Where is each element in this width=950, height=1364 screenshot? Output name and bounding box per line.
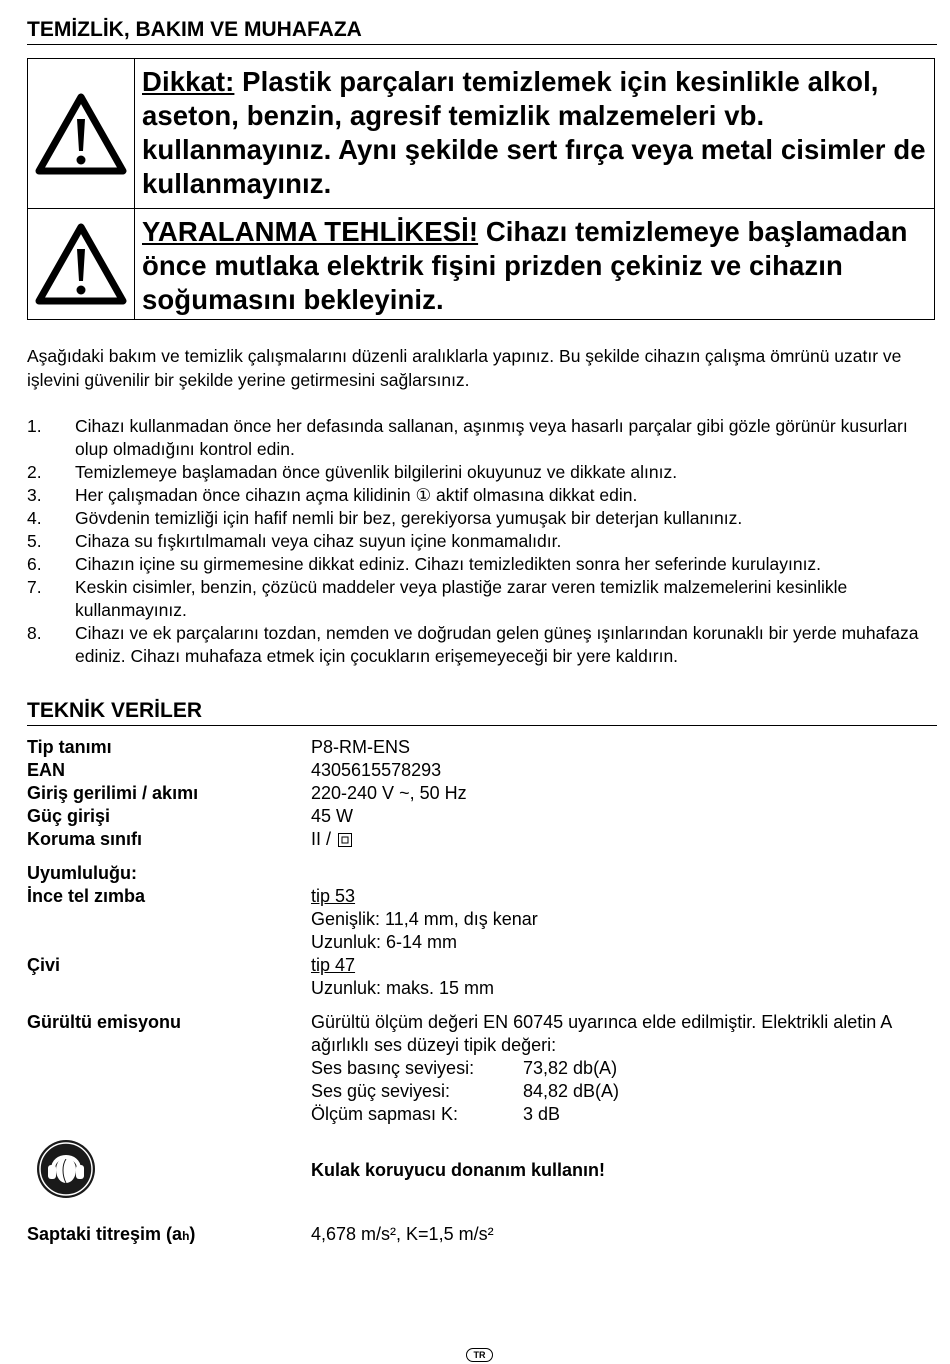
- spec-value-ean: 4305615578293: [311, 760, 442, 780]
- maintenance-steps-list: [27, 415, 937, 668]
- spec-value-noise-text: Gürültü ölçüm değeri EN 60745 uyarınca elde edilmiştir. Elektrikli aletin A ağırlıklı ses düzeyi tipik değeri:: [311, 1012, 892, 1055]
- list-item-number: 2.: [27, 462, 42, 482]
- list-item: [27, 461, 937, 484]
- language-badge: TR: [466, 1348, 493, 1362]
- spec-label-protection: Koruma sınıfı: [27, 829, 143, 849]
- list-item-number: 5.: [27, 531, 42, 551]
- list-item: [27, 622, 937, 668]
- spec-value-protection: [311, 828, 352, 851]
- spec-label-compatibility: Uyumluluğu:: [27, 863, 137, 883]
- list-item-number: 4.: [27, 508, 42, 528]
- warning-text-injury: [135, 209, 934, 319]
- spec-value-voltage: 220-240 V ~, 50 Hz: [311, 783, 467, 803]
- warning-table: [27, 58, 935, 320]
- spec-label-noise: Gürültü emisyonu: [27, 1012, 182, 1032]
- list-item: [27, 484, 937, 507]
- spec-label-voltage: Giriş gerilimi / akımı: [27, 783, 199, 803]
- vibration-label-main: Saptaki titreşim (a: [27, 1224, 183, 1244]
- warning-text-caution: [135, 59, 934, 208]
- list-item: [27, 530, 937, 553]
- list-item-text: Cihaza su fışkırtılmamalı veya cihaz suyun içine konmamalıdır.: [75, 531, 562, 551]
- warning-triangle-icon: [33, 91, 129, 177]
- noise-key: Ses güç seviyesi:: [311, 1081, 451, 1101]
- spec-label-ean: EAN: [27, 760, 66, 780]
- spec-value-nail-type: tip 47: [311, 955, 356, 975]
- warning-body: Cihazı temizlemeye başlamadan önce mutlaka elektrik fişini prizden çekiniz ve cihazın soğumasını bekleyiniz.: [142, 216, 908, 315]
- list-item-text: Cihazı ve ek parçalarını tozdan, nemden ve doğrudan gelen güneş ışınlarından korunaklı bir yerde muhafaza ediniz. Cihazı muhafaza etmek için çocukların erişemeyeceği bir yere kaldırın.: [75, 623, 919, 666]
- list-item-text: Gövdenin temizliği için hafif nemli bir bez, gerekiyorsa yumuşak bir deterjan kullanınız.: [75, 508, 743, 528]
- noise-table: [311, 1057, 619, 1126]
- list-item-text: Her çalışmadan önce cihazın açma kilidinin ① aktif olmasına dikkat edin.: [75, 485, 638, 505]
- spec-value-vibration: 4,678 m/s², K=1,5 m/s²: [311, 1224, 494, 1244]
- spec-label-power: Güç girişi: [27, 806, 111, 826]
- noise-value: 3 dB: [523, 1104, 561, 1124]
- ear-protection-warning: Kulak koruyucu donanım kullanın!: [311, 1160, 606, 1180]
- intro-paragraph: Aşağıdaki bakım ve temizlik çalışmalarını düzenli aralıklarla yapınız. Bu şekilde cihazın çalışma ömrünü uzatır ve işlevini güvenilir bir şekilde yerine getirmesini sağlarsınız.: [27, 346, 902, 390]
- spec-value-staple-length: Uzunluk: 6-14 mm: [311, 932, 458, 952]
- table-row: [311, 1080, 619, 1103]
- spec-value-staple-width: Genişlik: 11,4 mm, dış kenar: [311, 909, 538, 929]
- warning-triangle-icon: [33, 221, 129, 307]
- section-title-technical-data: TEKNİK VERİLER: [27, 698, 937, 726]
- warning-icon-cell: [28, 59, 135, 208]
- list-item-number: 7.: [27, 577, 42, 597]
- spec-label-nail: Çivi: [27, 955, 61, 975]
- list-item-number: 3.: [27, 485, 42, 505]
- list-item: [27, 576, 937, 622]
- spec-value-type: P8-RM-ENS: [311, 737, 411, 757]
- double-insulation-icon: [338, 833, 352, 847]
- list-item: [27, 507, 937, 530]
- spec-value-staple-type: tip 53: [311, 886, 356, 906]
- list-item-text: Cihazı kullanmadan önce her defasında sallanan, aşınmış veya hasarlı parçalar gibi gözle görünür kusurları olup olmadığını kontrol edin.: [75, 416, 908, 459]
- warning-row: [28, 59, 934, 209]
- list-item-number: 8.: [27, 623, 42, 643]
- warning-icon-cell: [28, 209, 135, 319]
- list-item-text: Cihazın içine su girmemesine dikkat ediniz. Cihazı temizledikten sonra her seferinde kurulayınız.: [75, 554, 822, 574]
- noise-value: 84,82 dB(A): [523, 1081, 620, 1101]
- list-item-text: Keskin cisimler, benzin, çözücü maddeler veya plastiğe zarar veren temizlik malzemelerini kesinlikle kullanmayınız.: [75, 577, 848, 620]
- list-item-number: 6.: [27, 554, 42, 574]
- spec-value-nail-length: Uzunluk: maks. 15 mm: [311, 978, 495, 998]
- list-item: [27, 415, 937, 461]
- vibration-label-sub: h: [182, 1229, 190, 1243]
- ear-protection-icon: [36, 1139, 96, 1199]
- noise-key: Ses basınç seviyesi:: [311, 1058, 475, 1078]
- section-title-cleaning: TEMİZLİK, BAKIM VE MUHAFAZA: [27, 17, 937, 45]
- vibration-label-end: ): [189, 1224, 196, 1244]
- spec-value-power: 45 W: [311, 806, 354, 826]
- noise-key: Ölçüm sapması K:: [311, 1104, 459, 1124]
- warning-lead: Dikkat:: [142, 66, 235, 97]
- list-item: [27, 553, 937, 576]
- warning-lead: YARALANMA TEHLİKESİ!: [142, 216, 479, 247]
- list-item-number: 1.: [27, 416, 42, 436]
- warning-body: Plastik parçaları temizlemek için kesinlikle alkol, aseton, benzin, agresif temizlik malzemeleri vb. kullanmayınız. Aynı şekilde sert fırça veya metal cisimler de kullanmayınız.: [142, 66, 926, 199]
- table-row: [311, 1103, 619, 1126]
- spec-label-type: Tip tanımı: [27, 737, 112, 757]
- spec-label-vibration: [27, 1223, 195, 1248]
- table-row: [311, 1057, 619, 1080]
- protection-class-text: II /: [311, 829, 337, 849]
- noise-value: 73,82 db(A): [523, 1058, 618, 1078]
- warning-row: [28, 209, 934, 319]
- list-item-text: Temizlemeye başlamadan önce güvenlik bilgilerini okuyunuz ve dikkate alınız.: [75, 462, 678, 482]
- spec-label-staple: İnce tel zımba: [27, 886, 146, 906]
